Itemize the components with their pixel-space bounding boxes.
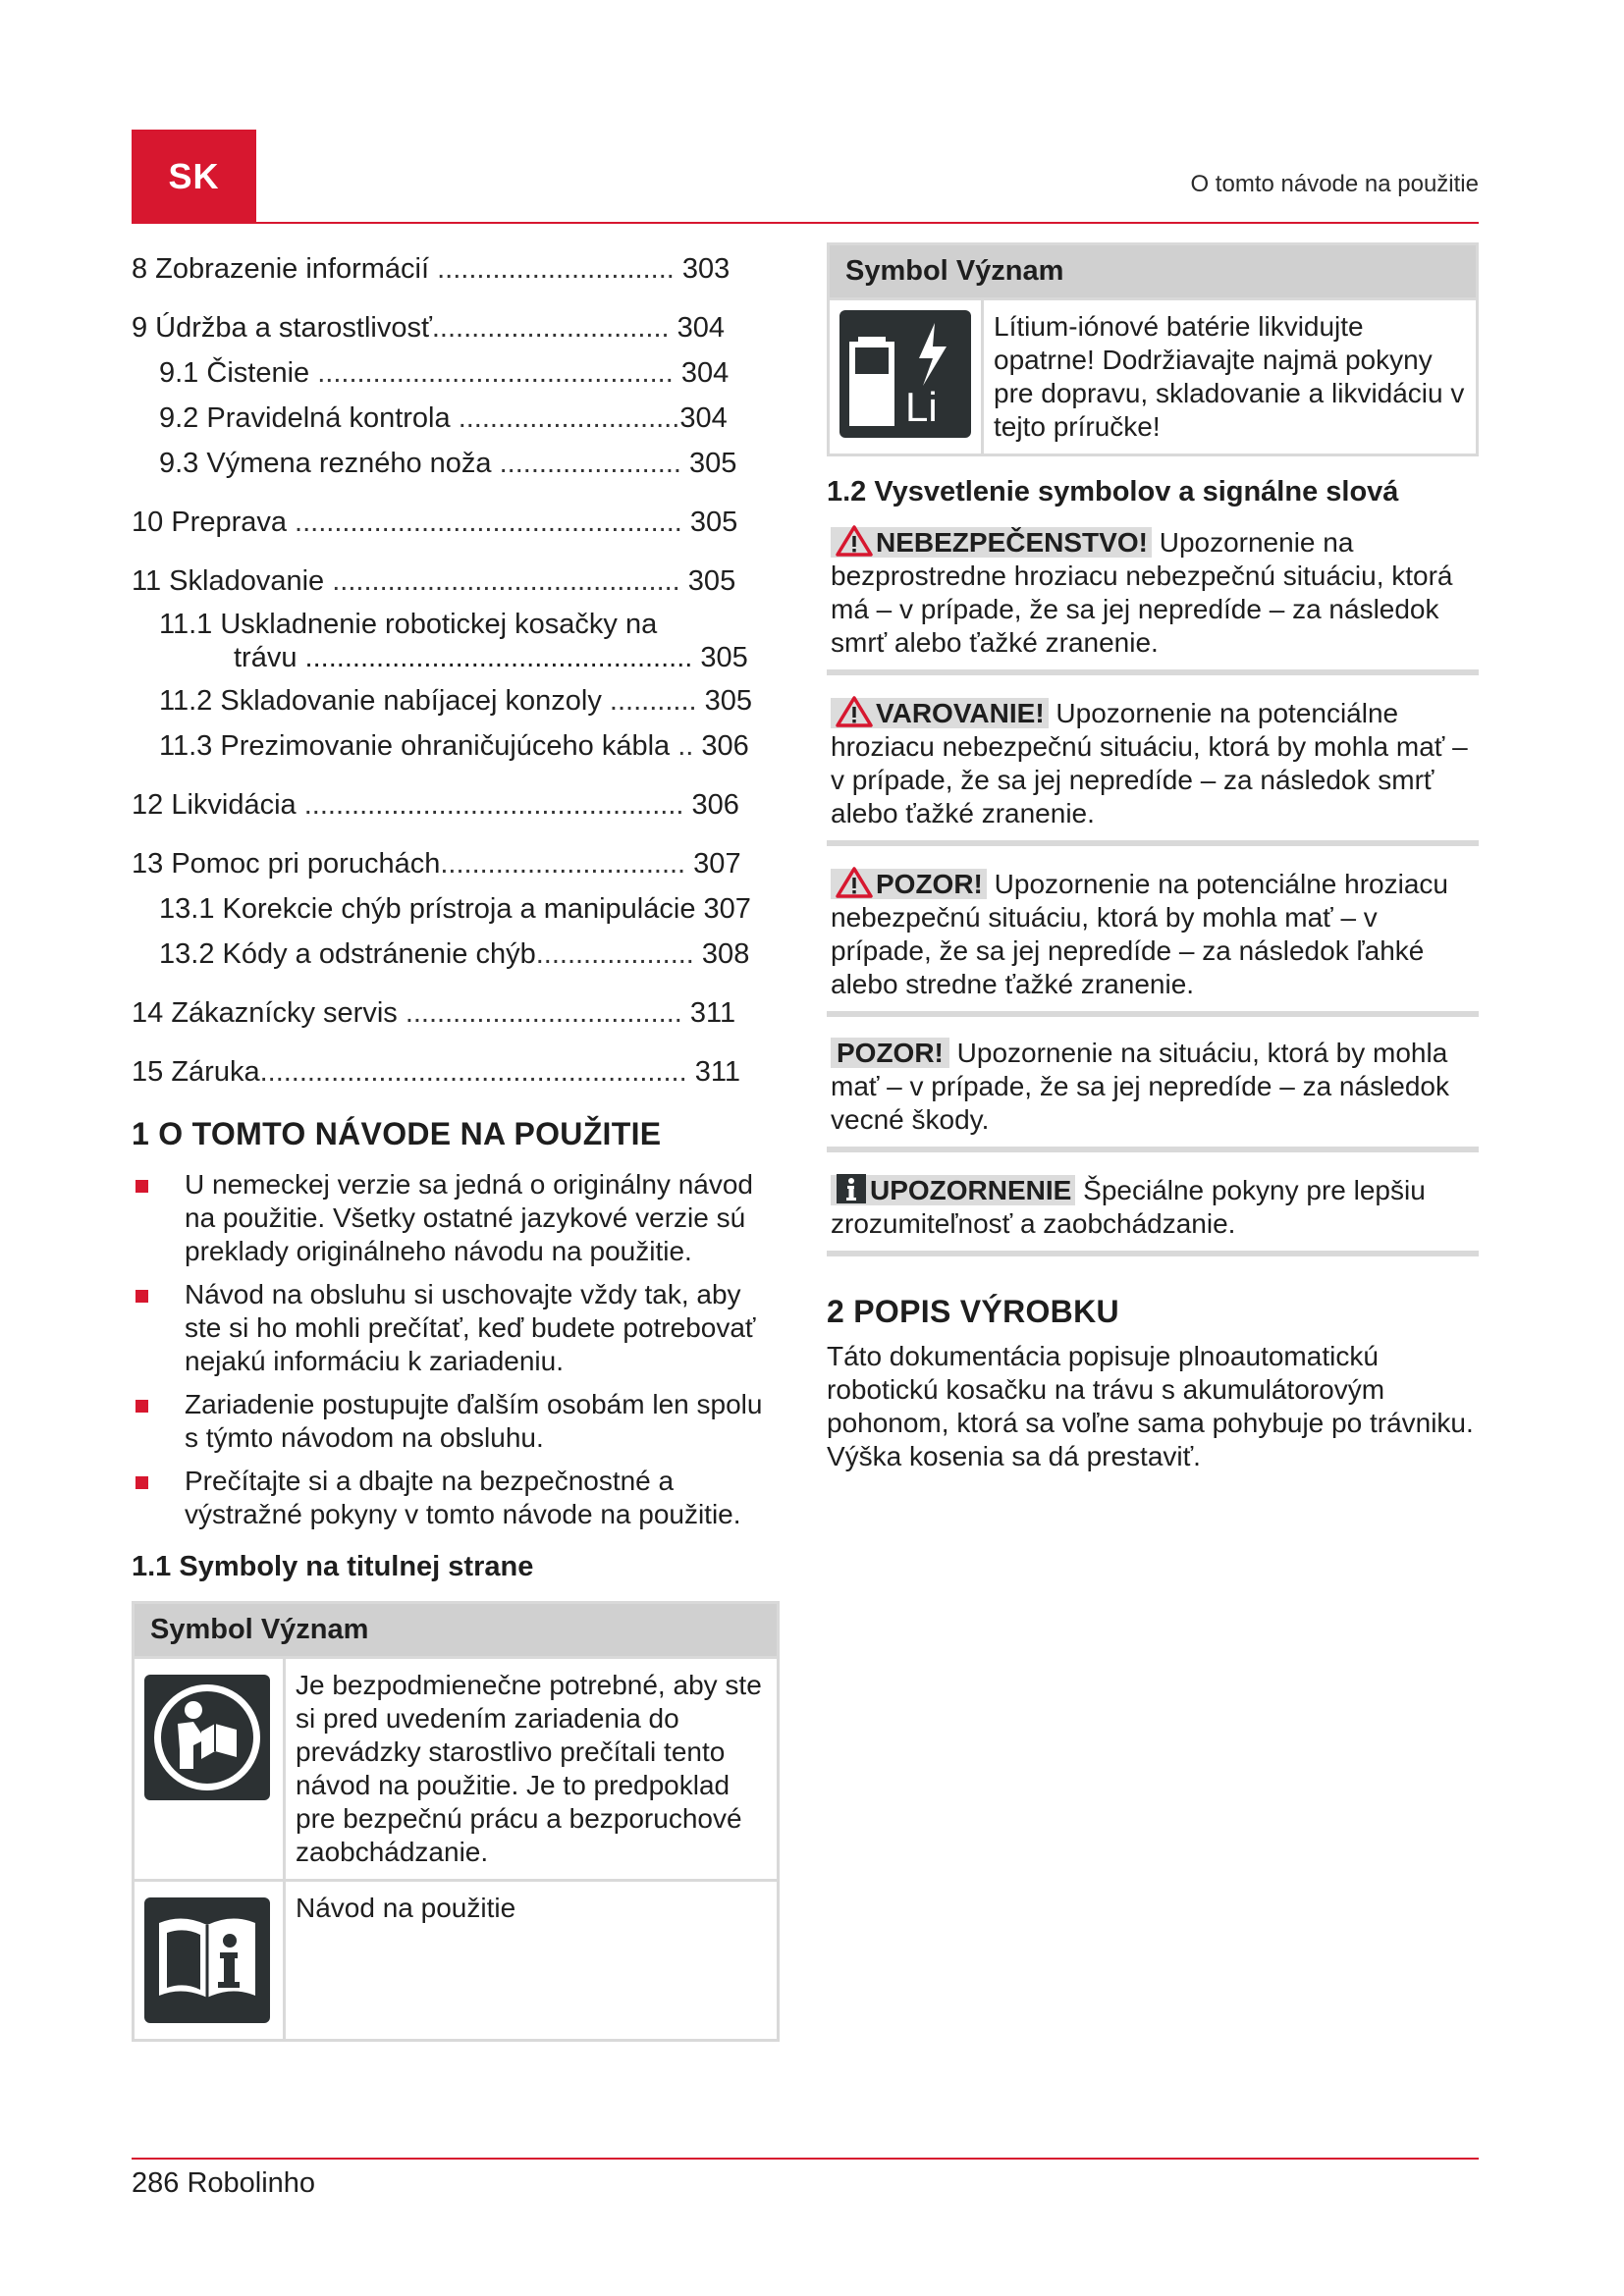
subsection-heading: 1.2 Vysvetlenie symbolov a signálne slová: [827, 476, 1399, 507]
section-heading: 1 O TOMTO NÁVODE NA POUŽITIE: [132, 1116, 662, 1151]
footer-divider: [132, 2158, 1479, 2160]
symbols-table: [827, 242, 1479, 456]
toc-entry[interactable]: 13.1 Korekcie chýb prístroja a manipulácie 307: [159, 893, 751, 925]
toc-entry[interactable]: 11.1 Uskladnenie robotickej kosačky na trávu ................................................. 305: [159, 609, 748, 673]
list-item: U nemeckej verzie sa jedná o originálny návod na použitie. Všetky ostatné jazykové verzie sú preklady originálneho návodu na použitie.: [132, 1168, 780, 1268]
header-divider: [132, 222, 1479, 224]
signal-word-notice: POZOR! Upozornenie na situáciu, ktorá by mohla mať – v prípade, že sa jej nepredíde – za následok vecné škody.: [827, 1031, 1479, 1152]
toc-entry[interactable]: 9.1 Čistenie ............................................. 304: [159, 357, 730, 389]
table-row: [134, 1881, 779, 2041]
running-header-title: O tomto návode na použitie: [1190, 171, 1479, 197]
subsection-heading: 1.1 Symboly na titulnej strane: [132, 1551, 534, 1582]
warning-triangle-icon: [835, 695, 874, 728]
table-cell: Návod na použitie: [285, 1881, 779, 2041]
table-row: [829, 299, 1478, 455]
list-item: Návod na obsluhu si uschovajte vždy tak, aby ste si ho mohli prečítať, keď budete potrebovať nejakú informáciu k zariadeniu.: [132, 1278, 780, 1378]
table-cell: Lítium-iónové batérie likvidujte opatrne! Dodržiavajte najmä pokyny pre dopravu, skladovanie a likvidáciu v tejto príručke!: [983, 299, 1478, 455]
battery-li-label: Li: [905, 384, 938, 430]
li-ion-battery-icon: [839, 310, 971, 438]
toc-entry[interactable]: 14 Zákaznícky servis ................................... 311: [132, 997, 736, 1029]
signal-word-danger: NEBEZPEČENSTVO! Upozornenie na bezprostredne hroziacu nebezpečnú situáciu, ktorá má – v prípade, že sa jej nepredíde – za následok smrť alebo ťažké zranenie.: [827, 518, 1479, 675]
table-header: Symbol Význam: [134, 1603, 779, 1658]
section-heading: 2 POPIS VÝROBKU: [827, 1294, 1119, 1329]
symbols-table: [132, 1601, 780, 2042]
manual-info-icon: [144, 1897, 270, 2023]
read-manual-icon: [144, 1675, 270, 1800]
signal-word-info: UPOZORNENIE Špeciálne pokyny pre lepšiu zrozumiteľnosť a zaobchádzanie.: [827, 1166, 1479, 1256]
toc-entry[interactable]: 11.3 Prezimovanie ohraničujúceho kábla .. 306: [159, 730, 749, 762]
table-cell: Je bezpodmienečne potrebné, aby ste si pred uvedením zariadenia do prevádzky starostlivo prečítali tento návod na použitie. Je to predpoklad pre bezpečnú prácu a bezporuchové zaobchádzanie.: [285, 1658, 779, 1881]
page-footer: 286 Robolinho: [132, 2167, 316, 2199]
list-item: Zariadenie postupujte ďalším osobám len spolu s týmto návodom na obsluhu.: [132, 1388, 780, 1455]
toc-entry[interactable]: 10 Preprava ................................................. 305: [132, 507, 738, 538]
bullet-square-icon: [135, 1476, 148, 1489]
toc-entry[interactable]: 9 Údržba a starostlivosť.............................. 304: [132, 312, 726, 344]
section-paragraph: Táto dokumentácia popisuje plnoautomatickú robotickú kosačku na trávu s akumulátorovým pohonom, ktorá sa voľne sama pohybuje po trávniku. Výška kosenia sa dá prestaviť.: [827, 1341, 1474, 1471]
toc-entry[interactable]: 11 Skladovanie ............................................ 305: [132, 565, 736, 597]
bullet-square-icon: [135, 1180, 148, 1193]
signal-word-warning: VAROVANIE! Upozornenie na potenciálne hroziacu nebezpečnú situáciu, ktorá by mohla mať – v prípade, že sa jej nepredíde – za následok smrť alebo ťažké zranenie.: [827, 689, 1479, 846]
list-item: Prečítajte si a dbajte na bezpečnostné a výstražné pokyny v tomto návode na použitie.: [132, 1465, 780, 1531]
left-column: [132, 250, 780, 2042]
toc-entry[interactable]: 15 Záruka...................................................... 311: [132, 1056, 740, 1088]
bullet-square-icon: [135, 1400, 148, 1413]
toc-entry[interactable]: 11.2 Skladovanie nabíjacej konzoly ........... 305: [159, 685, 753, 717]
right-column: [827, 242, 1479, 1473]
info-icon: [835, 1172, 868, 1205]
warning-triangle-icon: [835, 524, 874, 558]
toc-entry[interactable]: 13.2 Kódy a odstránenie chýb.................... 308: [159, 938, 750, 970]
toc-entry[interactable]: 12 Likvidácia ................................................ 306: [132, 789, 739, 821]
toc-entry[interactable]: 9.2 Pravidelná kontrola ............................304: [159, 402, 728, 434]
bullet-square-icon: [135, 1290, 148, 1303]
table-row: [134, 1658, 779, 1881]
warning-triangle-icon: [835, 866, 874, 899]
toc-entry[interactable]: 8 Zobrazenie informácií .............................. 303: [132, 253, 731, 285]
table-of-contents: [132, 250, 780, 1091]
table-header: Symbol Význam: [829, 244, 1478, 299]
signal-word-caution: POZOR! Upozornenie na potenciálne hroziacu nebezpečnú situáciu, ktorá by mohla mať – v prípade, že sa jej nepredíde – za následok ľahké alebo stredne ťažké zranenie.: [827, 860, 1479, 1017]
language-badge: SK: [132, 130, 256, 223]
toc-entry[interactable]: 13 Pomoc pri poruchách............................... 307: [132, 848, 741, 880]
bullet-list: [132, 1168, 780, 1531]
toc-entry[interactable]: 9.3 Výmena rezného noža ....................... 305: [159, 448, 737, 479]
